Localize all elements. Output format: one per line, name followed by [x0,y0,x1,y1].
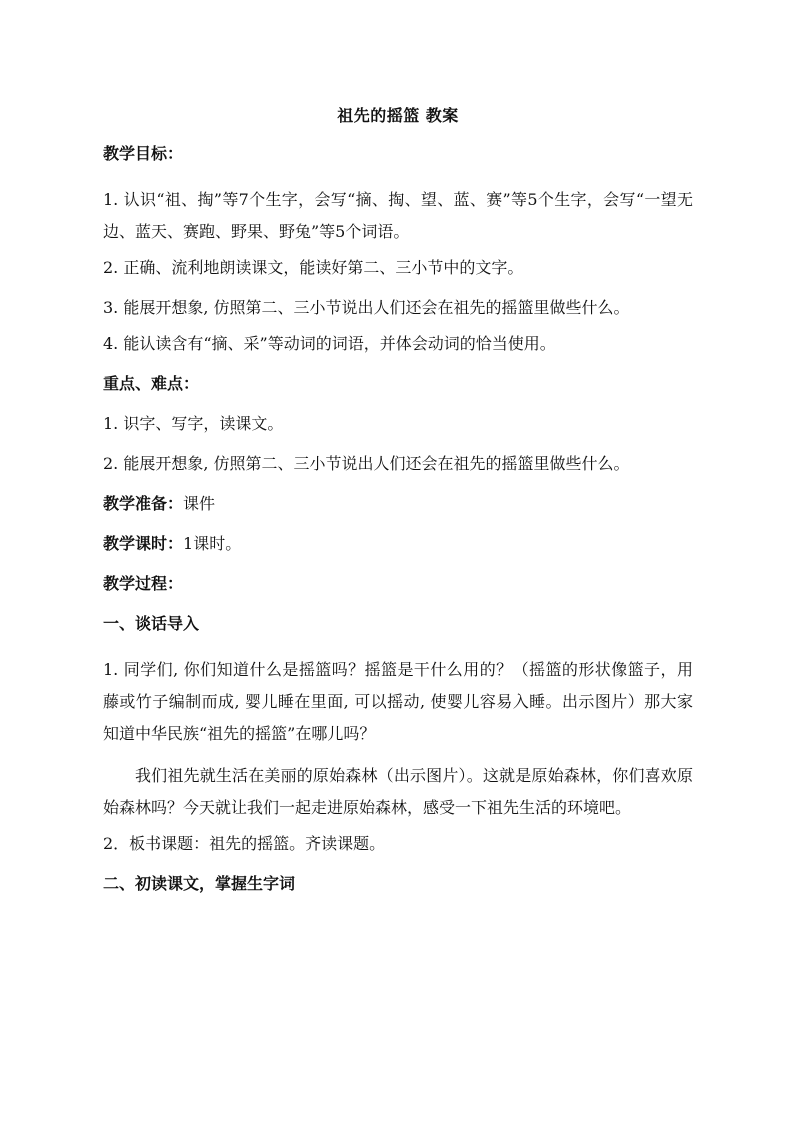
objectives-heading: 教学目标： [103,144,184,163]
period-label: 教学课时： [103,534,184,553]
prep-line [103,494,693,514]
keypoint-item-2: 2. 能展开想象, 仿照第二、三小节说出人们还会在祖先的摇篮里做些什么。 [103,454,630,473]
prep-label: 教学准备： [103,494,184,513]
prep-value: 课件 [183,494,216,513]
objective-item-3: 3. 能展开想象, 仿照第二、三小节说出人们还会在祖先的摇篮里做些什么。 [103,298,630,317]
process-heading: 教学过程： [103,574,184,593]
part1-paragraph-1: 1. 同学们, 你们知道什么是摇篮吗？摇篮是干什么用的？（摇篮的形状像篮子，用藤或竹子编制而成, 婴儿睡在里面, 可以摇动, 使婴儿容易入睡。出示图片）那大家知道中华民族“祖先的摇篮”在哪儿吗？ [103,660,693,743]
keypoint-item-1: 1. 识字、写字，读课文。 [103,414,284,433]
objective-item-4: 4. 能认读含有“摘、采”等动词的词语，并体会动词的恰当使用。 [103,334,556,353]
objective-item-1: 1. 认识“祖、掏”等7个生字，会写“摘、掏、望、蓝、赛”等5个生字，会写“一望无边、蓝天、赛跑、野果、野兔”等5个词语。 [103,190,693,241]
part2-heading: 二、初读课文，掌握生字词 [103,874,296,893]
objective-item-2: 2. 正确、流利地朗读课文，能读好第二、三小节中的文字。 [103,258,524,277]
period-line [103,534,693,554]
part1-heading: 一、谈话导入 [103,614,200,633]
part1-paragraph-2: 我们祖先就生活在美丽的原始森林（出示图片）。这就是原始森林，你们喜欢原始森林吗？今天就让我们一起走进原始森林，感受一下祖先生活的环境吧。 [103,766,693,817]
keypoints-heading: 重点、难点： [103,374,200,393]
document-title: 祖先的摇篮 教案 [337,106,459,125]
part1-paragraph-3: 2．板书课题：祖先的摇篮。齐读课题。 [103,834,386,853]
document-content [103,104,693,914]
period-value: 1课时。 [183,534,242,553]
